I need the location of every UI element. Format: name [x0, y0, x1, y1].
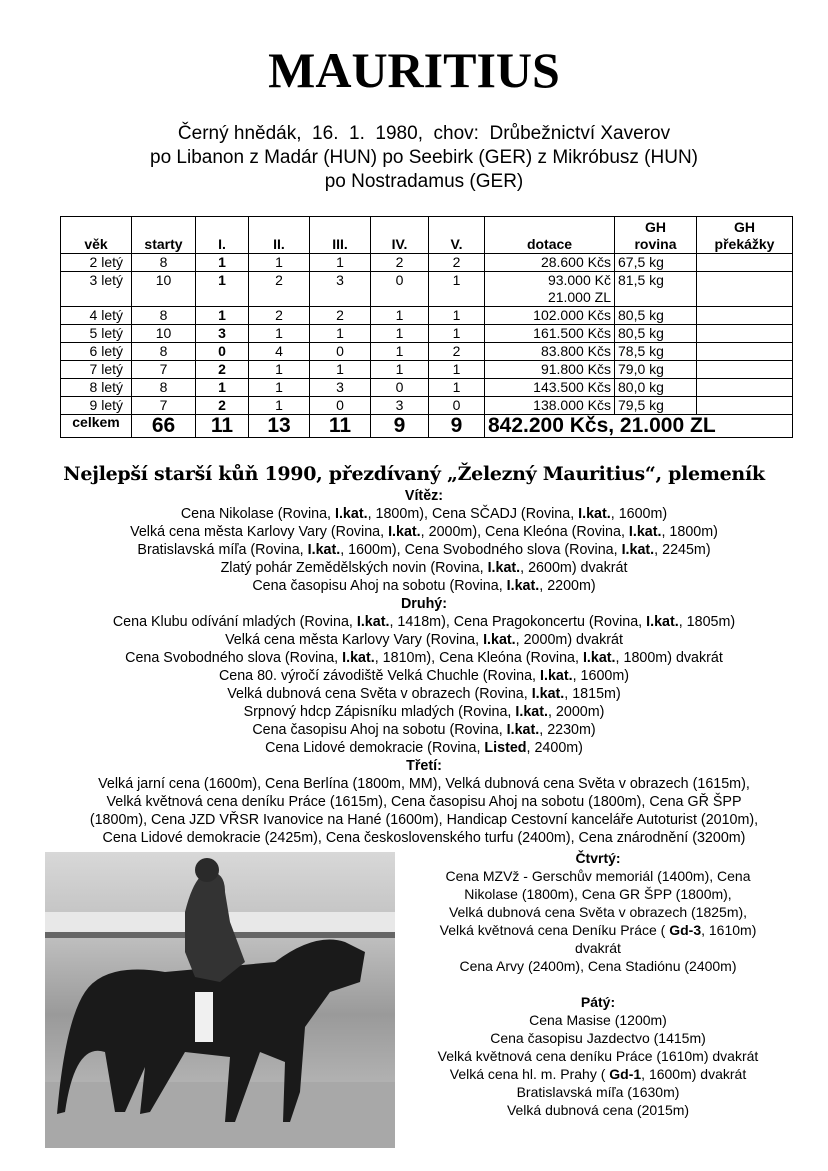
line-text: Cena MZVž - Gerschův memoriál (1400m), Cena [445, 868, 751, 884]
column-header: IV. [371, 217, 429, 254]
table-cell: 1 [249, 379, 310, 397]
section-heading: Čtvrtý: [575, 850, 621, 866]
line-text: Velká cena města Karlovy Vary (Rovina, [130, 524, 389, 540]
table-cell: 3 [196, 325, 249, 343]
horse-photo [45, 852, 395, 1148]
placing-line [400, 921, 796, 939]
table-cell: 67,5 kg [615, 254, 697, 272]
table-cell: 7 [132, 361, 196, 379]
race-category: I.kat. [578, 506, 611, 522]
table-cell: 1 [196, 254, 249, 272]
table-cell: 1 [196, 379, 249, 397]
table-cell: 102.000 Kčs [485, 307, 615, 325]
pedigree-line: po Nostradamus (GER) [324, 171, 524, 192]
table-cell: 161.500 Kčs [485, 325, 615, 343]
table-cell: 3 [371, 397, 429, 415]
column-header: starty [132, 217, 196, 254]
table-cell: 2 [310, 307, 371, 325]
section-heading: Třetí: [406, 758, 442, 774]
table-cell: 3 letý [61, 272, 132, 307]
race-category: I.kat. [506, 722, 540, 738]
line-text: Zlatý pohár Zemědělských novin (Rovina, [220, 560, 488, 576]
table-cell: 79,0 kg [615, 361, 697, 379]
placings-list [0, 487, 828, 847]
race-category: I.kat. [356, 614, 390, 630]
line-text: Velká cena hl. m. Prahy ( [449, 1066, 610, 1082]
table-cell: 0 [429, 397, 485, 415]
total-row [61, 415, 793, 438]
total-iii: 11 [310, 415, 371, 438]
section-heading: Druhý: [400, 596, 448, 612]
placing-line [0, 541, 828, 559]
race-category: I.kat. [621, 542, 655, 558]
column-header: V. [429, 217, 485, 254]
placing-line [0, 721, 828, 739]
placing-line [400, 939, 796, 957]
race-category: I.kat. [342, 650, 375, 666]
table-cell: 1 [429, 325, 485, 343]
placing-line [0, 811, 828, 829]
line-text: , 2000m) dvakrát [515, 632, 623, 648]
placing-line [400, 1065, 796, 1083]
line-text: Cena časopisu Ahoj na sobotu (Rovina, [252, 722, 507, 738]
line-text: Cena Arvy (2400m), Cena Stadiónu (2400m) [459, 958, 737, 974]
line-text: Velká dubnová cena Světa v obrazech (1825m), [448, 904, 748, 920]
placing-line [400, 1047, 796, 1065]
table-cell: 79,5 kg [615, 397, 697, 415]
race-category: I.kat. [628, 524, 662, 540]
table-cell [697, 379, 793, 397]
table-cell: 5 letý [61, 325, 132, 343]
table-cell: 2 [196, 361, 249, 379]
section-heading: Pátý: [580, 994, 616, 1010]
table-row [61, 272, 793, 307]
table-header-row [61, 217, 793, 254]
placing-line [0, 505, 828, 523]
placing-line [400, 867, 796, 885]
table-cell: 2 [249, 307, 310, 325]
total-label: celkem [61, 415, 132, 438]
line-text: Nikolase (1800m), Cena GR ŠPP (1800m), [464, 886, 732, 902]
line-text: , 1800m) dvakrát [615, 650, 723, 666]
placing-line [400, 957, 796, 975]
table-cell: 80,5 kg [615, 325, 697, 343]
table-cell: 7 letý [61, 361, 132, 379]
table-cell: 1 [429, 307, 485, 325]
table-cell: 0 [310, 343, 371, 361]
table-cell [697, 343, 793, 361]
line-text: , 2400m) [526, 740, 583, 756]
table-cell: 9 letý [61, 397, 132, 415]
column-header: dotace [485, 217, 615, 254]
section-heading: Vítěz: [404, 488, 444, 504]
column-header: I. [196, 217, 249, 254]
line-text: Velká květnová cena deníku Práce (1610m) dvakrát [437, 1048, 759, 1064]
table-row [61, 397, 793, 415]
line-text: Cena časopisu Ahoj na sobotu (Rovina, [252, 578, 507, 594]
line-text: , 1610m) [701, 922, 757, 938]
line-text: , 2600m) dvakrát [520, 560, 628, 576]
table-cell: 143.500 Kčs [485, 379, 615, 397]
placing-line [0, 577, 828, 595]
line-text: , 1805m) [678, 614, 736, 630]
table-cell: 10 [132, 325, 196, 343]
table-cell: 28.600 Kčs [485, 254, 615, 272]
table-cell [697, 361, 793, 379]
race-category: I.kat. [582, 650, 616, 666]
line-text: , 2200m) [539, 578, 596, 594]
placing-line [0, 523, 828, 541]
line-text: Cena Masise (1200m) [529, 1012, 667, 1028]
placing-line [400, 1011, 796, 1029]
placing-line [0, 775, 828, 793]
table-row [61, 254, 793, 272]
race-category: I.kat. [388, 524, 421, 540]
line-text: , 2000m), Cena Kleóna (Rovina, [420, 524, 629, 540]
table-row [61, 361, 793, 379]
placing-line [0, 649, 828, 667]
page-title: MAURITIUS [268, 42, 560, 98]
line-text: Bratislavská míľa (Rovina, [137, 542, 308, 558]
race-category: I.kat. [646, 614, 679, 630]
table-cell: 80,0 kg [615, 379, 697, 397]
line-text: Velká dubnová cena (2015m) [506, 1102, 690, 1118]
table-cell: 2 [371, 254, 429, 272]
line-text: , 1418m), Cena Pragokoncertu (Rovina, [389, 614, 647, 630]
achievement-headline: Nejlepší starší kůň 1990, přezdívaný „Železný Mauritius“, plemeník [63, 463, 765, 485]
horse-pedigree [0, 122, 828, 194]
table-cell [697, 272, 793, 307]
table-cell: 0 [371, 272, 429, 307]
total-starty: 66 [132, 415, 196, 438]
line-text: , 1600m), Cena Svobodného slova (Rovina, [340, 542, 622, 558]
line-text: , 1800m), Cena SČADJ (Rovina, [367, 506, 579, 522]
pedigree-line: po Libanon z Madár (HUN) po Seebirk (GER) z Mikróbusz (HUN) [150, 147, 698, 168]
table-cell: 1 [196, 307, 249, 325]
line-text: Bratislavská míľa (1630m) [516, 1084, 680, 1100]
table-cell: 2 [429, 343, 485, 361]
race-category: I.kat. [483, 632, 516, 648]
placing-line [400, 1101, 796, 1119]
line-text: , 2245m) [654, 542, 711, 558]
line-text: Cena Klubu odívání mladých (Rovina, [112, 614, 357, 630]
table-cell: 2 letý [61, 254, 132, 272]
table-cell: 1 [371, 325, 429, 343]
table-cell: 1 [310, 254, 371, 272]
table-cell [697, 397, 793, 415]
line-text: Cena Lidové demokracie (2425m), Cena československého turfu (2400m), Cena znárodnění (3200m) [102, 830, 746, 846]
line-text: Cena časopisu Jazdectvo (1415m) [490, 1030, 706, 1046]
table-cell: 1 [196, 272, 249, 307]
table-cell: 2 [196, 397, 249, 415]
table-cell: 138.000 Kčs [485, 397, 615, 415]
table-cell: 8 [132, 307, 196, 325]
line-text: , 1600m) dvakrát [641, 1066, 747, 1082]
table-cell: 1 [249, 325, 310, 343]
column-header: GH rovina [615, 217, 697, 254]
table-cell: 78,5 kg [615, 343, 697, 361]
table-cell: 7 [132, 397, 196, 415]
table-cell: 3 [310, 379, 371, 397]
table-cell: 0 [310, 397, 371, 415]
total-dotace: 842.200 Kčs, 21.000 ZL [485, 415, 793, 438]
placing-line [400, 885, 796, 903]
column-header: věk [61, 217, 132, 254]
line-text: Velká květnová cena Deníku Práce ( [439, 922, 670, 938]
line-text: Velká jarní cena (1600m), Cena Berlína (1800m, MM), Velká dubnová cena Světa v obrazech (1615m), [98, 776, 750, 792]
total-i: 11 [196, 415, 249, 438]
line-text: Velká květnová cena deníku Práce (1615m), Cena časopisu Ahoj na sobotu (1800m), Cena GŘ ŠPP [106, 794, 742, 810]
race-category: I.kat. [531, 686, 565, 702]
line-text: Cena Nikolase (Rovina, [180, 506, 335, 522]
table-cell: 4 [249, 343, 310, 361]
table-cell: 91.800 Kčs [485, 361, 615, 379]
column-header: II. [249, 217, 310, 254]
table-row [61, 325, 793, 343]
line-text: Cena Lidové demokracie (Rovina, [265, 740, 485, 756]
table-cell: 1 [249, 397, 310, 415]
placing-line [400, 1083, 796, 1101]
placing-line [0, 559, 828, 577]
race-record-table [60, 216, 793, 438]
total-ii: 13 [249, 415, 310, 438]
placing-line [0, 613, 828, 631]
race-category: I.kat. [506, 578, 540, 594]
table-row [61, 379, 793, 397]
race-category: I.kat. [487, 560, 521, 576]
line-text: Cena 80. výročí závodiště Velká Chuchle (Rovina, [218, 668, 541, 684]
table-cell: 1 [429, 379, 485, 397]
table-cell: 4 letý [61, 307, 132, 325]
table-cell: 6 letý [61, 343, 132, 361]
table-cell [697, 325, 793, 343]
placing-line [400, 1029, 796, 1047]
table-cell: 2 [249, 272, 310, 307]
table-cell: 1 [429, 361, 485, 379]
line-text: , 1810m), Cena Kleóna (Rovina, [374, 650, 583, 666]
total-iv: 9 [371, 415, 429, 438]
column-header: GH překážky [697, 217, 793, 254]
table-cell [697, 307, 793, 325]
race-category: I.kat. [307, 542, 341, 558]
table-cell: 93.000 Kč 21.000 ZL [485, 272, 615, 307]
table-cell: 80,5 kg [615, 307, 697, 325]
placing-line [400, 903, 796, 921]
table-cell: 0 [371, 379, 429, 397]
race-category: Gd-3 [669, 922, 702, 938]
line-text: dvakrát [575, 940, 621, 956]
race-category: I.kat. [515, 704, 548, 720]
race-category: Gd-1 [609, 1066, 642, 1082]
placing-line [0, 631, 828, 649]
table-cell: 8 letý [61, 379, 132, 397]
table-cell: 10 [132, 272, 196, 307]
line-text: Velká dubnová cena Světa v obrazech (Rovina, [227, 686, 532, 702]
placing-line [0, 667, 828, 685]
placing-line [0, 703, 828, 721]
table-cell: 1 [249, 254, 310, 272]
line-text: (1800m), Cena JZD VŘSR Ivanovice na Hané (1600m), Handicap Cestovní kanceláře Autoturist (2010m), [89, 812, 759, 828]
table-cell: 1 [429, 272, 485, 307]
table-cell: 81,5 kg [615, 272, 697, 307]
table-cell: 1 [371, 307, 429, 325]
table-cell: 8 [132, 343, 196, 361]
table-cell: 2 [429, 254, 485, 272]
placing-line [0, 829, 828, 847]
table-cell: 8 [132, 254, 196, 272]
pedigree-line: Černý hnědák, 16. 1. 1980, chov: Drůbežnictví Xaverov [177, 123, 671, 144]
line-text: , 1800m) [661, 524, 718, 540]
placing-line [0, 685, 828, 703]
line-text: , 1600m) [610, 506, 668, 522]
table-cell: 1 [371, 343, 429, 361]
line-text: Cena Svobodného slova (Rovina, [125, 650, 343, 666]
table-cell: 1 [371, 361, 429, 379]
total-v: 9 [429, 415, 485, 438]
table-cell: 1 [310, 361, 371, 379]
table-cell [697, 254, 793, 272]
placing-line [0, 793, 828, 811]
race-category: I.kat. [540, 668, 573, 684]
table-cell: 3 [310, 272, 371, 307]
line-text: Velká cena města Karlovy Vary (Rovina, [225, 632, 484, 648]
table-cell: 0 [196, 343, 249, 361]
line-text: , 2230m) [539, 722, 596, 738]
table-cell: 1 [310, 325, 371, 343]
placing-line [0, 739, 828, 757]
placings-list-right [400, 849, 796, 1119]
table-cell: 1 [249, 361, 310, 379]
table-cell: 83.800 Kčs [485, 343, 615, 361]
table-cell: 8 [132, 379, 196, 397]
line-text: , 1815m) [564, 686, 621, 702]
column-header: III. [310, 217, 371, 254]
race-category: I.kat. [334, 506, 368, 522]
line-text: , 1600m) [572, 668, 630, 684]
table-row [61, 307, 793, 325]
placing-line [400, 975, 796, 993]
table-row [61, 343, 793, 361]
line-text: Srpnový hdcp Zápisníku mladých (Rovina, [243, 704, 516, 720]
race-category: Listed [484, 740, 527, 756]
line-text: , 2000m) [547, 704, 605, 720]
